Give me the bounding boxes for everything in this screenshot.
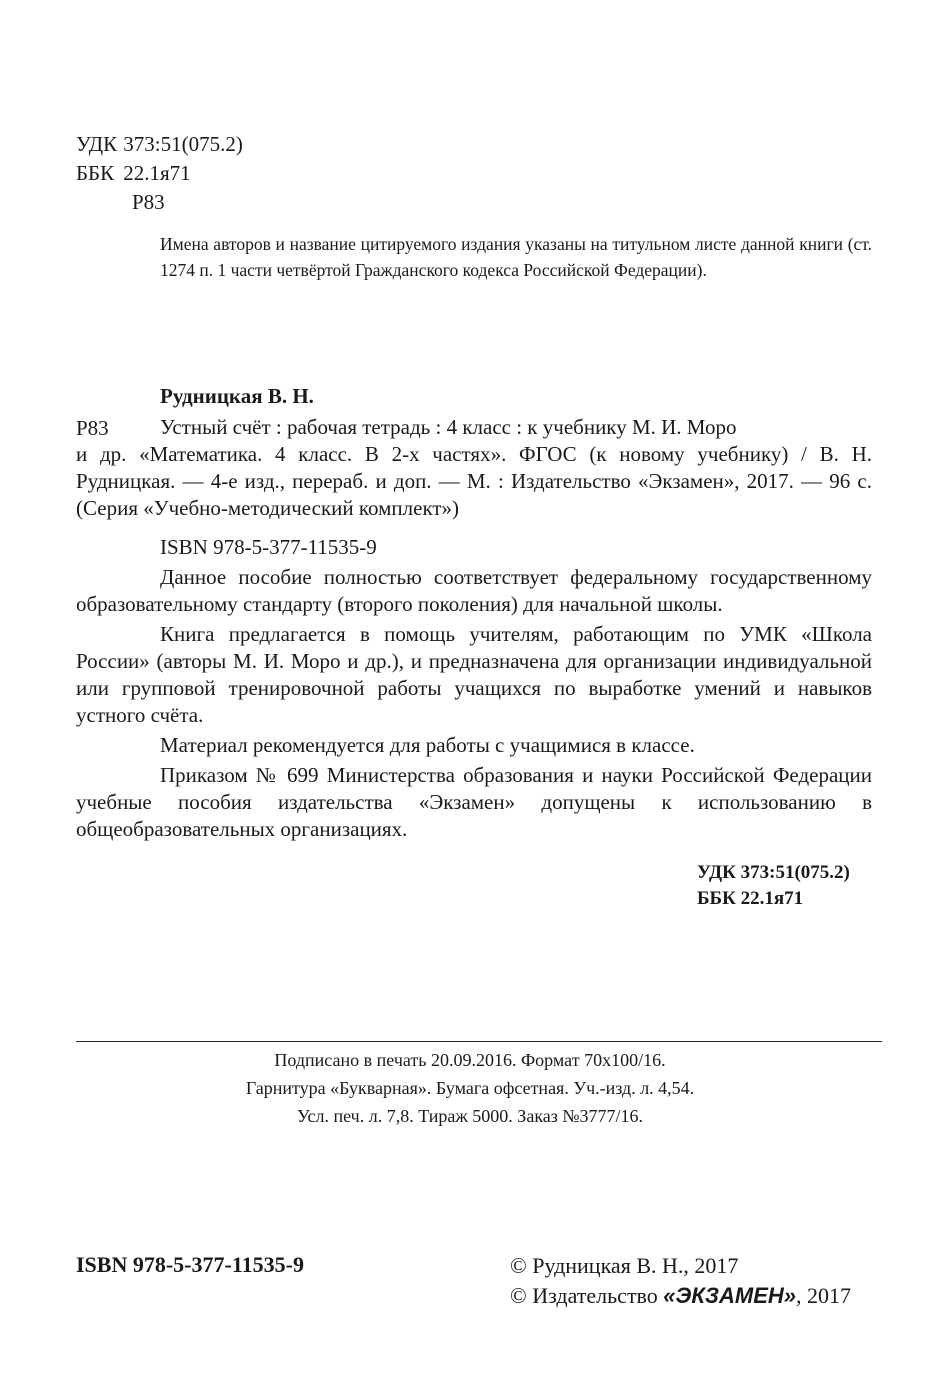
footer-isbn: ISBN 978-5-377-11535-9 xyxy=(76,1252,304,1277)
imprint-block xyxy=(140,1046,800,1130)
udk-label: УДК xyxy=(76,132,118,156)
divider xyxy=(76,1041,882,1042)
bbk-label: ББК xyxy=(76,161,115,185)
author-heading: Рудницкая В. Н. xyxy=(160,384,314,408)
copyright-publisher xyxy=(510,1281,851,1311)
annotation xyxy=(76,564,872,846)
isbn-record: ISBN 978-5-377-11535-9 xyxy=(160,535,377,559)
udk-value: 373:51(075.2) xyxy=(123,132,243,156)
imprint-line: Гарнитура «Букварная». Бумага офсетная. Уч.-изд. л. 4,54. xyxy=(245,1078,695,1098)
copyright-block xyxy=(510,1251,851,1311)
annotation-paragraph: Приказом № 699 Министерства образования и науки Российской Федерации учебные пособия издательства «Экзамен» допущены к использованию в общеобразовательных организациях. xyxy=(76,763,872,841)
bibliography-line-1: Устный счёт : рабочая тетрадь : 4 класс : к учебнику М. И. Моро xyxy=(160,415,737,439)
annotation-paragraph: Данное пособие полностью соответствует федеральному государственному образовательному стандарту (второго поколения) для начальной школы. xyxy=(76,565,872,616)
copyright-publisher-year: , 2017 xyxy=(796,1283,852,1308)
copyright-author: © Рудницкая В. Н., 2017 xyxy=(510,1253,739,1278)
annotation-paragraph: Книга предлагается в помощь учителям, работающим по УМК «Школа России» (авторы М. И. Моро и др.), и предназначена для организации индивидуальной или групповой тренировочной работы учащихся по выработке умений и навыков устного счёта. xyxy=(76,622,872,727)
classification-codes xyxy=(76,130,243,217)
author-mark: Р83 xyxy=(132,190,165,214)
imprint-line: Усл. печ. л. 7,8. Тираж 5000. Заказ №3777/16. xyxy=(296,1106,644,1126)
bibliography-continuation: и др. «Математика. 4 класс. В 2-х частях». ФГОС (к новому учебнику) / В. Н. Рудницкая. — 4-е изд., перераб. и доп. — М. : Издательство «Экзамен», 2017. — 96 с. (Серия «Учебно-методический комплект») xyxy=(76,442,872,520)
copyright-notice: Имена авторов и название цитируемого издания указаны на титульном листе данной книги (ст. 1274 п. 1 части четвёртой Гражданского кодекса Российской Федерации). xyxy=(160,234,872,280)
publisher-brand: «ЭКЗАМЕН» xyxy=(663,1283,797,1308)
copyright-publisher-prefix: © Издательство xyxy=(510,1283,664,1308)
imprint-line: Подписано в печать 20.09.2016. Формат 70х100/16. xyxy=(274,1050,666,1070)
bibliography-mark: Р83 xyxy=(76,416,109,440)
classification-summary xyxy=(697,860,850,912)
bbk-code: ББК 22.1я71 xyxy=(697,888,804,909)
udk-code: УДК 373:51(075.2) xyxy=(697,862,850,883)
bbk-value: 22.1я71 xyxy=(123,161,191,185)
annotation-paragraph: Материал рекомендуется для работы с учащимися в классе. xyxy=(160,733,695,757)
